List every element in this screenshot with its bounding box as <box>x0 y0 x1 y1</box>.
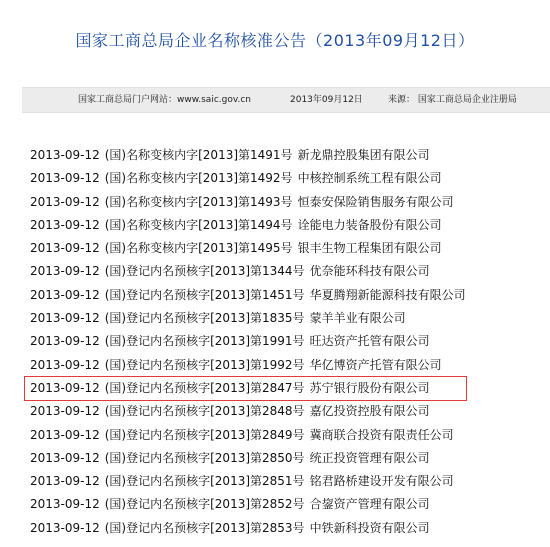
item-doc-number: (国)名称变核内字[2013]第1492号 <box>104 171 293 186</box>
item-date: 2013-09-12 <box>30 148 100 162</box>
item-date: 2013-09-12 <box>30 380 100 395</box>
item-date: 2013-09-12 <box>30 427 100 442</box>
item-date: 2013-09-12 <box>30 217 100 232</box>
item-doc-number: (国)登记内名预核字[2013]第1344号 <box>104 264 305 279</box>
item-company-name: 中核控制系统工程有限公司 <box>297 171 442 186</box>
item-doc-number: (国)登记内名预核字[2013]第2851号 <box>104 474 305 489</box>
item-company-name: 统正投资管理有限公司 <box>309 450 430 465</box>
list-item[interactable] <box>30 214 545 237</box>
list-item[interactable] <box>30 330 545 353</box>
item-company-name: 华夏腾翔新能源科技有限公司 <box>309 287 466 302</box>
item-doc-number: (国)名称变核内字[2013]第1495号 <box>104 241 293 256</box>
item-doc-number: (国)登记内名预核字[2013]第1992号 <box>104 357 305 372</box>
item-date: 2013-09-12 <box>30 264 100 279</box>
item-date: 2013-09-12 <box>30 287 100 302</box>
item-date: 2013-09-12 <box>30 450 100 465</box>
item-company-name: 旺达资产托管有限公司 <box>309 334 430 349</box>
item-doc-number: (国)名称变核内字[2013]第1494号 <box>104 217 293 232</box>
item-date: 2013-09-12 <box>30 311 100 326</box>
list-item[interactable] <box>30 144 545 167</box>
item-doc-number: (国)登记内名预核字[2013]第2849号 <box>104 427 305 442</box>
item-company-name: 合鋆资产管理有限公司 <box>309 497 430 512</box>
item-company-name: 嘉亿投资控股有限公司 <box>309 404 430 419</box>
item-company-name: 诠能电力装备股份有限公司 <box>297 217 442 232</box>
page-title: 国家工商总局企业名称核准公告（2013年09月12日） <box>75 31 475 50</box>
list-item[interactable] <box>30 260 545 283</box>
item-doc-number: (国)登记内名预核字[2013]第1991号 <box>104 334 305 349</box>
list-item[interactable] <box>30 517 545 540</box>
item-company-name: 铭君路桥建设开发有限公司 <box>309 474 454 489</box>
item-date: 2013-09-12 <box>30 171 100 186</box>
item-company-name: 优奈能环科技有限公司 <box>309 264 430 279</box>
item-doc-number: (国)登记内名预核字[2013]第2852号 <box>104 497 305 512</box>
portal-link[interactable]: 国家工商总局门户网站：www.saic.gov.cn <box>78 95 251 105</box>
list-item[interactable] <box>30 354 545 377</box>
list-item-highlighted[interactable] <box>25 377 466 400</box>
item-doc-number: (国)登记内名预核字[2013]第1835号 <box>104 311 305 326</box>
list-item[interactable] <box>30 424 545 447</box>
list-item[interactable] <box>30 237 545 260</box>
source-label: 来源： 国家工商总局企业注册局 <box>388 95 517 105</box>
item-date: 2013-09-12 <box>30 404 100 419</box>
item-company-name: 恒泰安保险销售服务有限公司 <box>297 194 454 209</box>
item-doc-number: (国)名称变核内字[2013]第1493号 <box>104 194 293 209</box>
publish-date: 2013年09月12日 <box>290 95 363 105</box>
list-item[interactable] <box>30 470 545 493</box>
list-item[interactable] <box>30 167 545 190</box>
item-company-name: 冀商联合投资有限责任公司 <box>309 427 454 442</box>
item-doc-number: (国)登记内名预核字[2013]第2848号 <box>104 404 305 419</box>
list-item[interactable] <box>30 191 545 214</box>
list-item[interactable] <box>30 493 545 516</box>
item-date: 2013-09-12 <box>30 241 100 256</box>
list-item[interactable] <box>30 307 545 330</box>
item-company-name: 苏宁银行股份有限公司 <box>309 380 430 395</box>
item-date: 2013-09-12 <box>30 520 100 535</box>
item-company-name: 银丰生物工程集团有限公司 <box>297 241 442 256</box>
list-item[interactable] <box>30 400 545 423</box>
item-date: 2013-09-12 <box>30 194 100 209</box>
list-item[interactable] <box>30 284 545 307</box>
item-doc-number: (国)登记内名预核字[2013]第2850号 <box>104 450 305 465</box>
meta-bar <box>22 87 550 113</box>
item-doc-number: (国)登记内名预核字[2013]第2847号 <box>104 380 305 395</box>
item-company-name: 华亿博资产托管有限公司 <box>309 357 442 372</box>
announcement-list <box>30 144 545 540</box>
item-date: 2013-09-12 <box>30 334 100 349</box>
item-company-name: 中铁新科投资有限公司 <box>309 520 430 535</box>
item-company-name: 新龙鼎控股集团有限公司 <box>297 148 430 162</box>
item-company-name: 蒙羊羊业有限公司 <box>309 311 406 326</box>
item-doc-number: (国)名称变核内字[2013]第1491号 <box>104 148 293 162</box>
item-date: 2013-09-12 <box>30 474 100 489</box>
item-date: 2013-09-12 <box>30 357 100 372</box>
item-doc-number: (国)登记内名预核字[2013]第1451号 <box>104 287 305 302</box>
list-item[interactable] <box>30 447 545 470</box>
item-date: 2013-09-12 <box>30 497 100 512</box>
item-doc-number: (国)登记内名预核字[2013]第2853号 <box>104 520 305 535</box>
